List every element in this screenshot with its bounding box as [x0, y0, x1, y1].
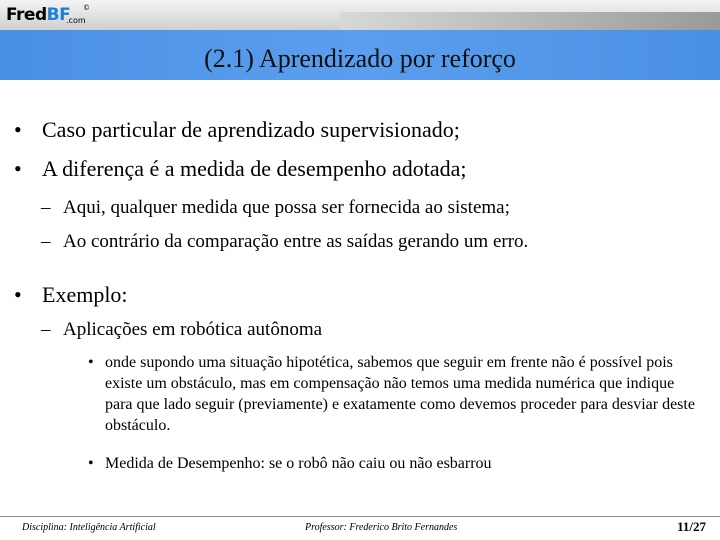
sub-bullet-1 — [41, 197, 510, 219]
example-point-1-text: onde supondo uma situação hipotética, sabemos que seguir em frente não é possível pois existe um obstáculo, mas em compensação não temos uma medida numérica que indique para que lado seguir (previamente) e exatamente como devemos proceder para desviar deste obstáculo. — [105, 354, 695, 434]
sub-bullet-1-text: Aqui, qualquer medida que possa ser fornecida ao sistema; — [63, 197, 510, 218]
bullet-dot: • — [88, 455, 94, 472]
bullet-dot: • — [14, 117, 22, 142]
bullet-2 — [14, 156, 467, 182]
sub-bullet-dash: – — [41, 197, 51, 218]
example-point-2-text: Medida de Desempenho: se o robô não caiu ou não esbarrou — [105, 455, 492, 472]
bullet-dot: • — [14, 156, 22, 181]
logo-com: .com — [66, 16, 86, 25]
example-point-1 — [88, 352, 700, 436]
fredbf-logo — [6, 3, 96, 29]
sub-bullet-robotics — [41, 319, 322, 341]
logo-copyright: © — [83, 4, 90, 12]
example-point-2 — [88, 453, 700, 474]
example-label: Exemplo: — [42, 282, 128, 307]
sub-bullet-2 — [41, 231, 528, 253]
bullet-dot: • — [88, 354, 94, 371]
footer-discipline: Disciplina: Inteligência Artificial — [22, 522, 156, 533]
footer-divider — [0, 516, 720, 517]
slide-title: (2.1) Aprendizado por reforço — [204, 44, 516, 73]
sub-bullet-dash: – — [41, 231, 51, 252]
robotics-text: Aplicações em robótica autônoma — [63, 319, 323, 340]
sub-bullet-dash: – — [41, 319, 51, 340]
sub-bullet-2-text: Ao contrário da comparação entre as saídas gerando um erro. — [63, 231, 529, 252]
logo-red: red — [16, 5, 47, 25]
logo-f: F — [6, 5, 17, 25]
bullet-example — [14, 282, 128, 308]
footer-professor: Professor: Frederico Brito Fernandes — [305, 522, 458, 533]
logo-text — [6, 5, 70, 25]
bullet-1-text: Caso particular de aprendizado supervisionado; — [42, 117, 460, 142]
bullet-1 — [14, 117, 460, 143]
logo-bf: BF — [46, 5, 71, 25]
bullet-dot: • — [14, 282, 22, 307]
top-bar-strip — [340, 12, 720, 30]
bullet-2-text: A diferença é a medida de desempenho adotada; — [42, 156, 467, 181]
page-number: 11/27 — [677, 519, 706, 534]
top-bar — [0, 0, 720, 30]
